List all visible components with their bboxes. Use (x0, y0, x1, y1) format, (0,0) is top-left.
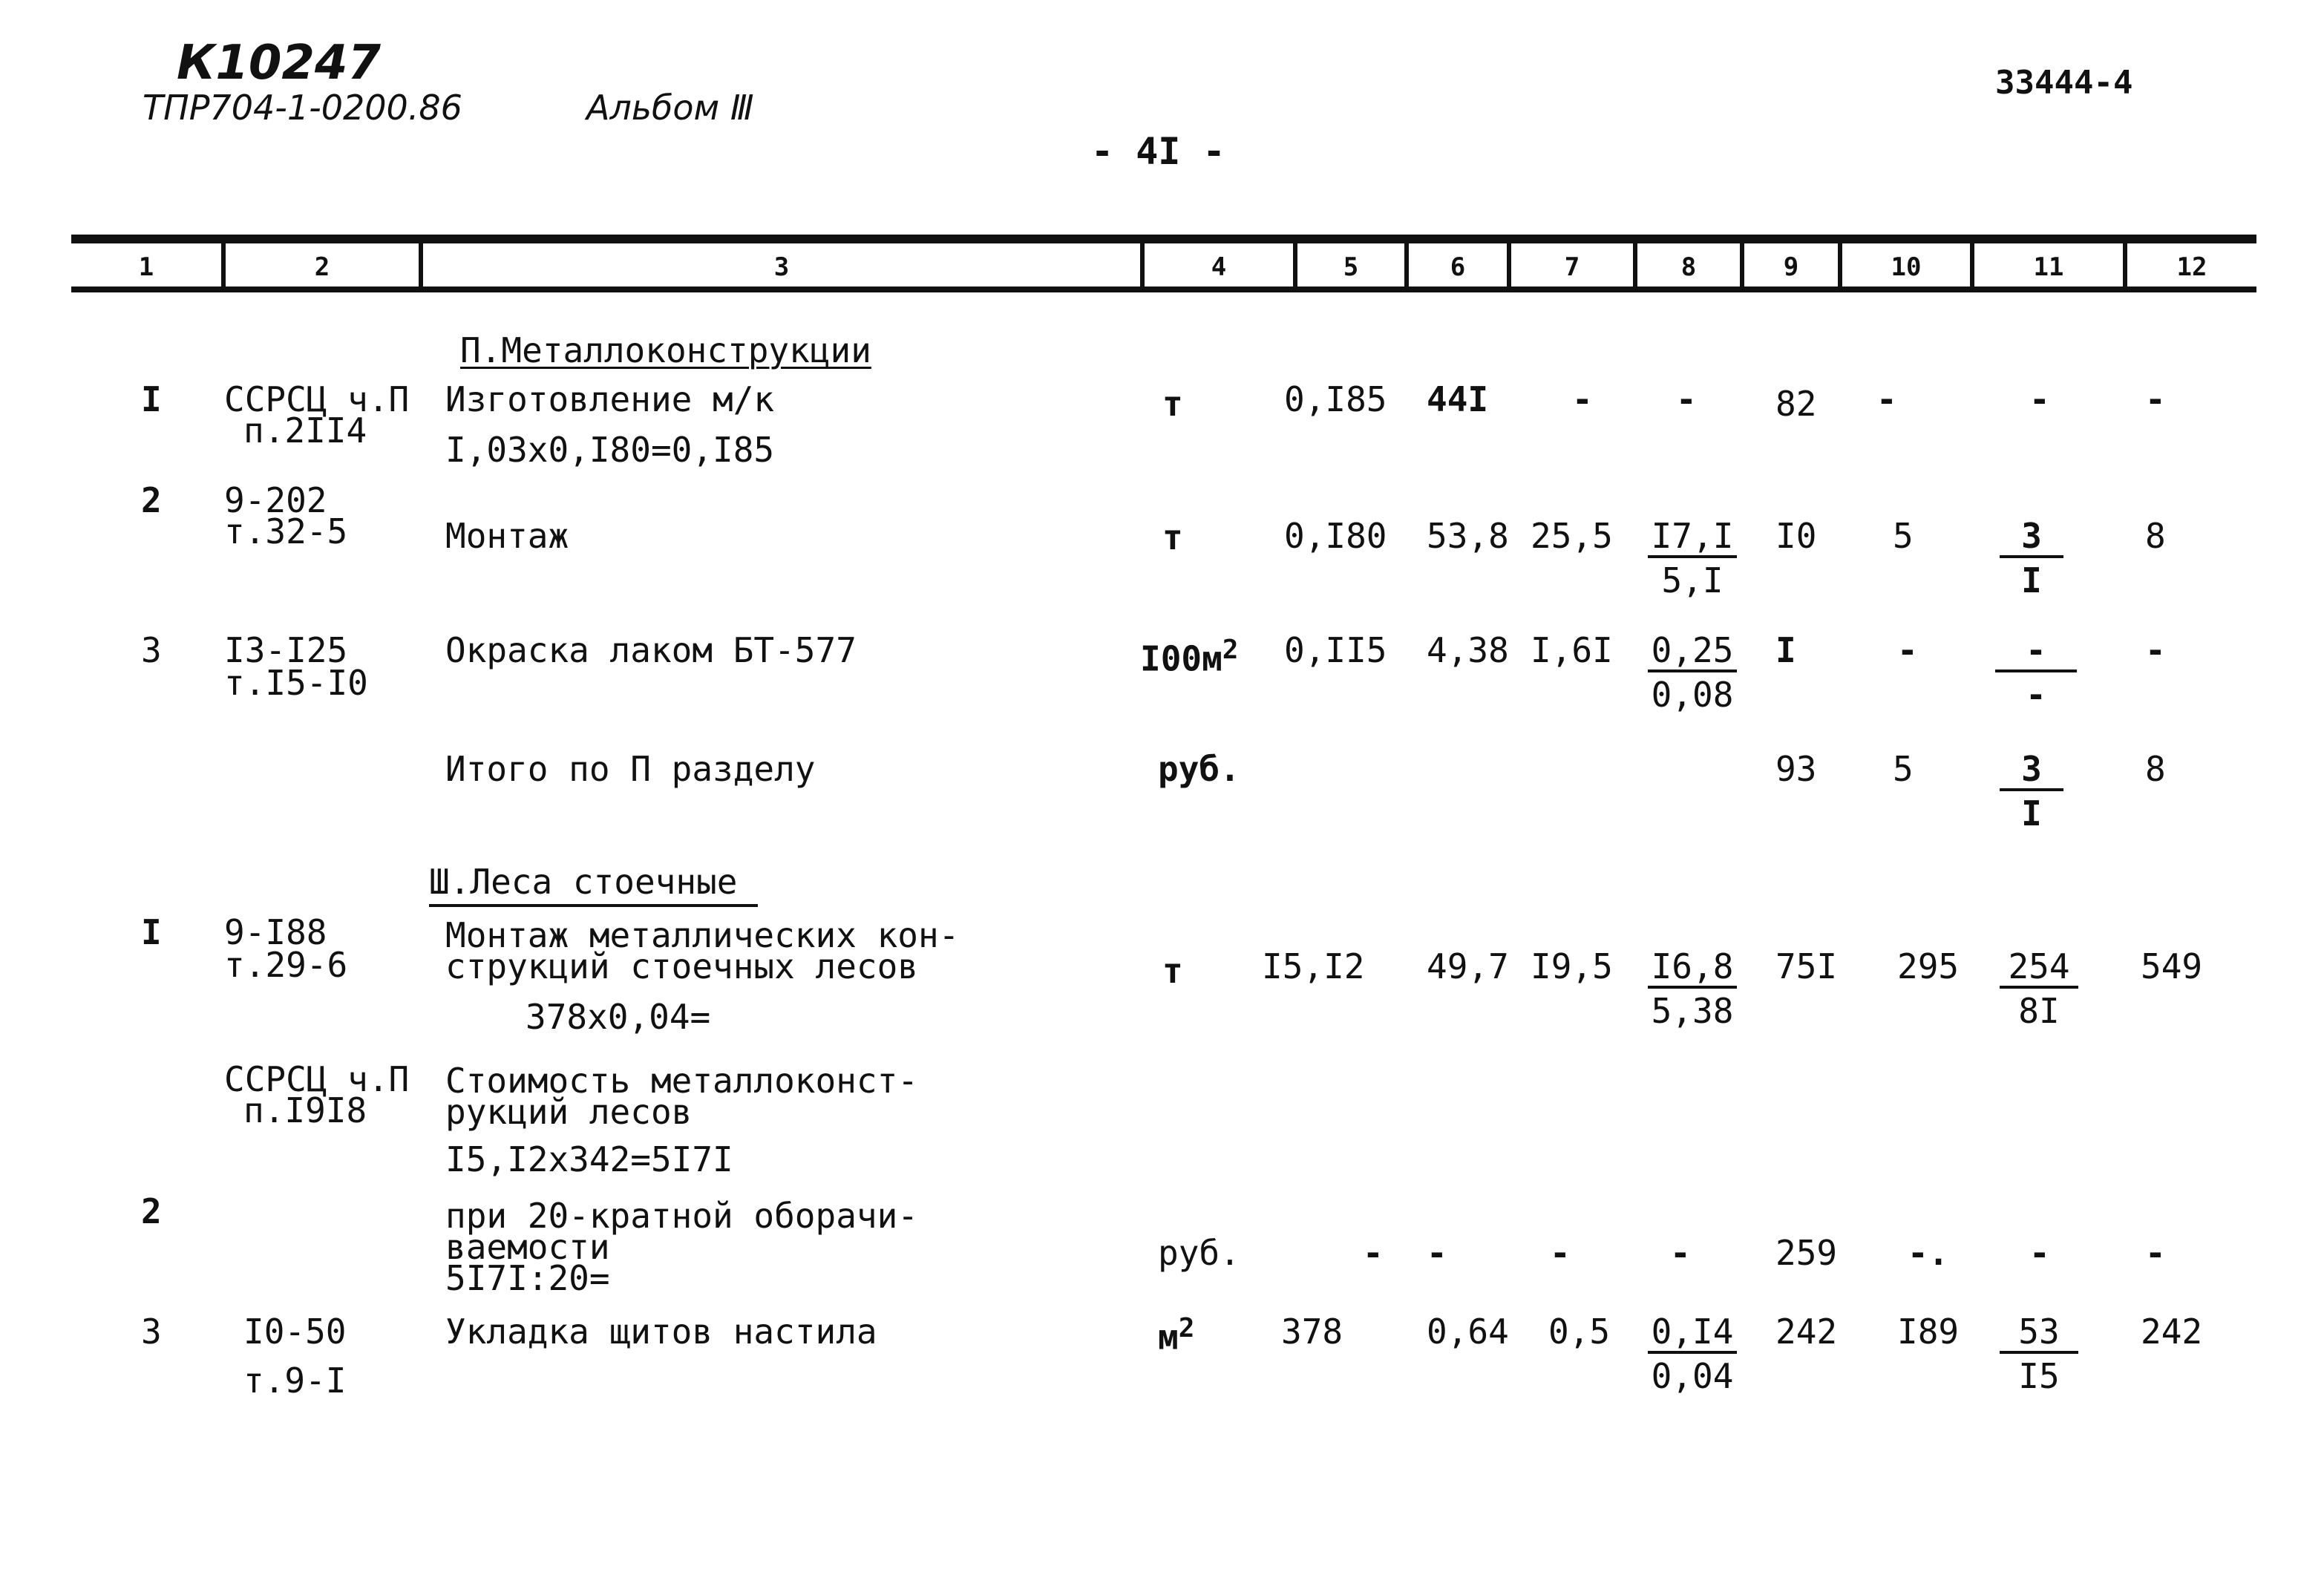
column-header-1: 1 (138, 252, 154, 282)
fraction-denominator: 8I (2018, 991, 2060, 1031)
row-quantity: 0,II5 (1284, 630, 1387, 670)
fraction-numerator: I6,8 (1648, 949, 1737, 989)
row-calculation: I5,I2х342=5I7I (445, 1139, 733, 1179)
row-quantity: 0,I80 (1284, 516, 1387, 556)
row-unit: т (1162, 951, 1183, 991)
row-reference-item: п.2II4 (243, 410, 367, 451)
row-number: 3 (141, 630, 162, 670)
row-reference: ССРСЦ ч.П (224, 1059, 410, 1099)
fraction-numerator: - (1995, 632, 2077, 672)
row-col6: 4,38 (1427, 630, 1509, 670)
row-col6: 53,8 (1427, 516, 1509, 556)
row-calculation: I,03х0,I80=0,I85 (445, 430, 775, 470)
section-3-title: Ш.Леса стоечные (429, 864, 758, 907)
row-col6: 49,7 (1427, 946, 1509, 986)
fraction-numerator: 0,I4 (1648, 1314, 1737, 1354)
row-col7: - (1550, 1233, 1571, 1273)
column-header-9: 9 (1783, 252, 1799, 282)
row-calculation-2: 5I7I:20= (445, 1258, 610, 1298)
document-code: ТПР704-1-0200.86 (143, 88, 462, 128)
row-number: I (141, 912, 162, 952)
row-note-continued: ваемости (445, 1227, 610, 1267)
row-work-name: Монтаж (445, 516, 569, 556)
row-col12: 242 (2141, 1312, 2203, 1352)
fraction-denominator: 0,04 (1651, 1356, 1734, 1396)
row-col8-fraction (1648, 632, 1737, 713)
row-col7: - (1572, 379, 1593, 419)
fraction-denominator: I (2021, 793, 2042, 834)
row-quantity: 378 (1281, 1312, 1343, 1352)
row-col6: - (1427, 1233, 1447, 1273)
fraction-denominator: 5,I (1661, 560, 1724, 600)
fraction-numerator: 3 (2000, 751, 2063, 791)
row-reference-item: т.32-5 (224, 511, 348, 551)
fraction-denominator: - (2026, 675, 2046, 715)
row-number: 2 (141, 480, 162, 520)
row-col12: 549 (2141, 946, 2203, 986)
row-quantity: 0,I85 (1284, 379, 1387, 419)
row-unit (1140, 632, 1239, 679)
row-col7: 25,5 (1531, 516, 1613, 556)
unit-text: м (1158, 1317, 1179, 1358)
column-header-8: 8 (1680, 252, 1697, 282)
page-number: - 4I - (1091, 130, 1225, 173)
handwritten-code: К10247 (177, 36, 381, 91)
section-2-title: П.Металлоконструкции (460, 330, 871, 370)
row-col9: I (1775, 630, 1796, 670)
row-reference: I0-50 (243, 1312, 347, 1352)
row-col7: 0,5 (1548, 1312, 1611, 1352)
column-header-5: 5 (1343, 252, 1359, 282)
row-col9: I0 (1775, 516, 1817, 556)
row-unit (1158, 1311, 1195, 1358)
unit-superscript: 2 (1178, 1313, 1195, 1343)
row-reference: ССРСЦ ч.П (224, 379, 410, 419)
album-label: Альбом Ⅲ (586, 88, 754, 128)
row-col9: 93 (1775, 749, 1817, 789)
fraction-numerator: 0,25 (1648, 632, 1737, 672)
row-number: 2 (141, 1191, 162, 1231)
row-col12: 8 (2145, 516, 2166, 556)
row-reference-item: т.29-6 (224, 945, 348, 985)
fraction-denominator: I5 (2018, 1356, 2060, 1396)
row-col10: -. (1908, 1233, 1949, 1273)
row-col10: 295 (1897, 946, 1960, 986)
column-header-6: 6 (1450, 252, 1466, 282)
column-header-11: 11 (2033, 252, 2064, 282)
row-col8: - (1676, 379, 1697, 419)
row-col9: 242 (1775, 1312, 1838, 1352)
row-work-name: Окраска лаком БТ-577 (445, 630, 857, 670)
row-work-name-continued: струкций стоечных лесов (445, 946, 918, 986)
row-col11-fraction (2000, 946, 2078, 1031)
row-col9: 75I (1775, 946, 1838, 986)
row-col12: - (2145, 379, 2166, 419)
fraction-denominator: 0,08 (1651, 675, 1734, 715)
column-header-10: 10 (1891, 252, 1922, 282)
row-reference-item: п.I9I8 (243, 1090, 367, 1130)
row-reference: 9-I88 (224, 912, 327, 952)
column-header-4: 4 (1211, 252, 1227, 282)
row-col7: I9,5 (1531, 946, 1613, 986)
column-header-2: 2 (314, 252, 330, 282)
row-col11-fraction (2000, 1314, 2078, 1394)
row-col10: I89 (1897, 1312, 1960, 1352)
row-col8-fraction (1648, 518, 1737, 598)
row-col11-fraction (1995, 632, 2077, 713)
row-calculation: 378х0,04= (526, 997, 711, 1037)
row-reference-item: т.9-I (243, 1361, 347, 1401)
row-work-name-continued: рукций лесов (445, 1092, 693, 1132)
row-reference: 9-202 (224, 480, 327, 520)
row-unit: т (1162, 384, 1183, 424)
row-col10: - (1897, 630, 1918, 670)
row-col12: - (2145, 1233, 2166, 1273)
row-reference-item: т.I5-I0 (224, 663, 368, 703)
row-work-name: Изготовление м/к (445, 379, 775, 419)
row-col10: 5 (1893, 749, 1914, 789)
row-number: 3 (141, 1312, 162, 1352)
row-col8-fraction (1648, 946, 1737, 1031)
row-col8-fraction (1648, 1314, 1737, 1394)
row-col10: - (1876, 379, 1897, 419)
row-note: при 20-кратной оборачи- (445, 1196, 918, 1236)
unit-text: I00м (1140, 638, 1222, 679)
fraction-denominator: 5,38 (1651, 991, 1734, 1031)
row-col7: I,6I (1531, 630, 1613, 670)
row-col6: 44I (1427, 379, 1489, 419)
row-quantity: - (1363, 1233, 1384, 1273)
row-col11-fraction (2000, 518, 2063, 598)
row-unit: т (1162, 517, 1183, 557)
row-unit: руб. (1158, 749, 1240, 789)
column-header-3: 3 (773, 252, 790, 282)
fraction-numerator: 53 (2000, 1314, 2078, 1354)
row-col6: 0,64 (1427, 1312, 1509, 1352)
row-col12: 8 (2145, 749, 2166, 789)
row-work-name: Стоимость металлоконст- (445, 1061, 918, 1101)
row-col9: 82 (1775, 384, 1817, 424)
row-quantity: I5,I2 (1262, 946, 1365, 986)
fraction-denominator: I (2021, 560, 2042, 600)
row-work-name: Укладка щитов настила (445, 1312, 877, 1352)
row-unit: руб. (1158, 1233, 1240, 1273)
document-number: 33444-4 (1995, 64, 2133, 102)
fraction-numerator: 254 (2000, 949, 2078, 989)
row-col10: 5 (1893, 516, 1914, 556)
row-reference: I3-I25 (224, 630, 348, 670)
fraction-numerator: I7,I (1648, 518, 1737, 558)
column-header-7: 7 (1564, 252, 1580, 282)
fraction-numerator: 3 (2000, 518, 2063, 558)
row-col9: 259 (1775, 1233, 1838, 1273)
row-work-name: Монтаж металлических кон- (445, 915, 960, 955)
row-col11-fraction (2000, 749, 2063, 834)
row-col11: - (2029, 1233, 2050, 1273)
row-work-name: Итого по П разделу (445, 749, 816, 789)
unit-superscript: 2 (1222, 635, 1239, 665)
column-header-12: 12 (2176, 252, 2207, 282)
row-col11: - (2029, 379, 2050, 419)
row-col8: - (1670, 1233, 1691, 1273)
row-col12: - (2145, 630, 2166, 670)
row-number: I (141, 379, 162, 419)
